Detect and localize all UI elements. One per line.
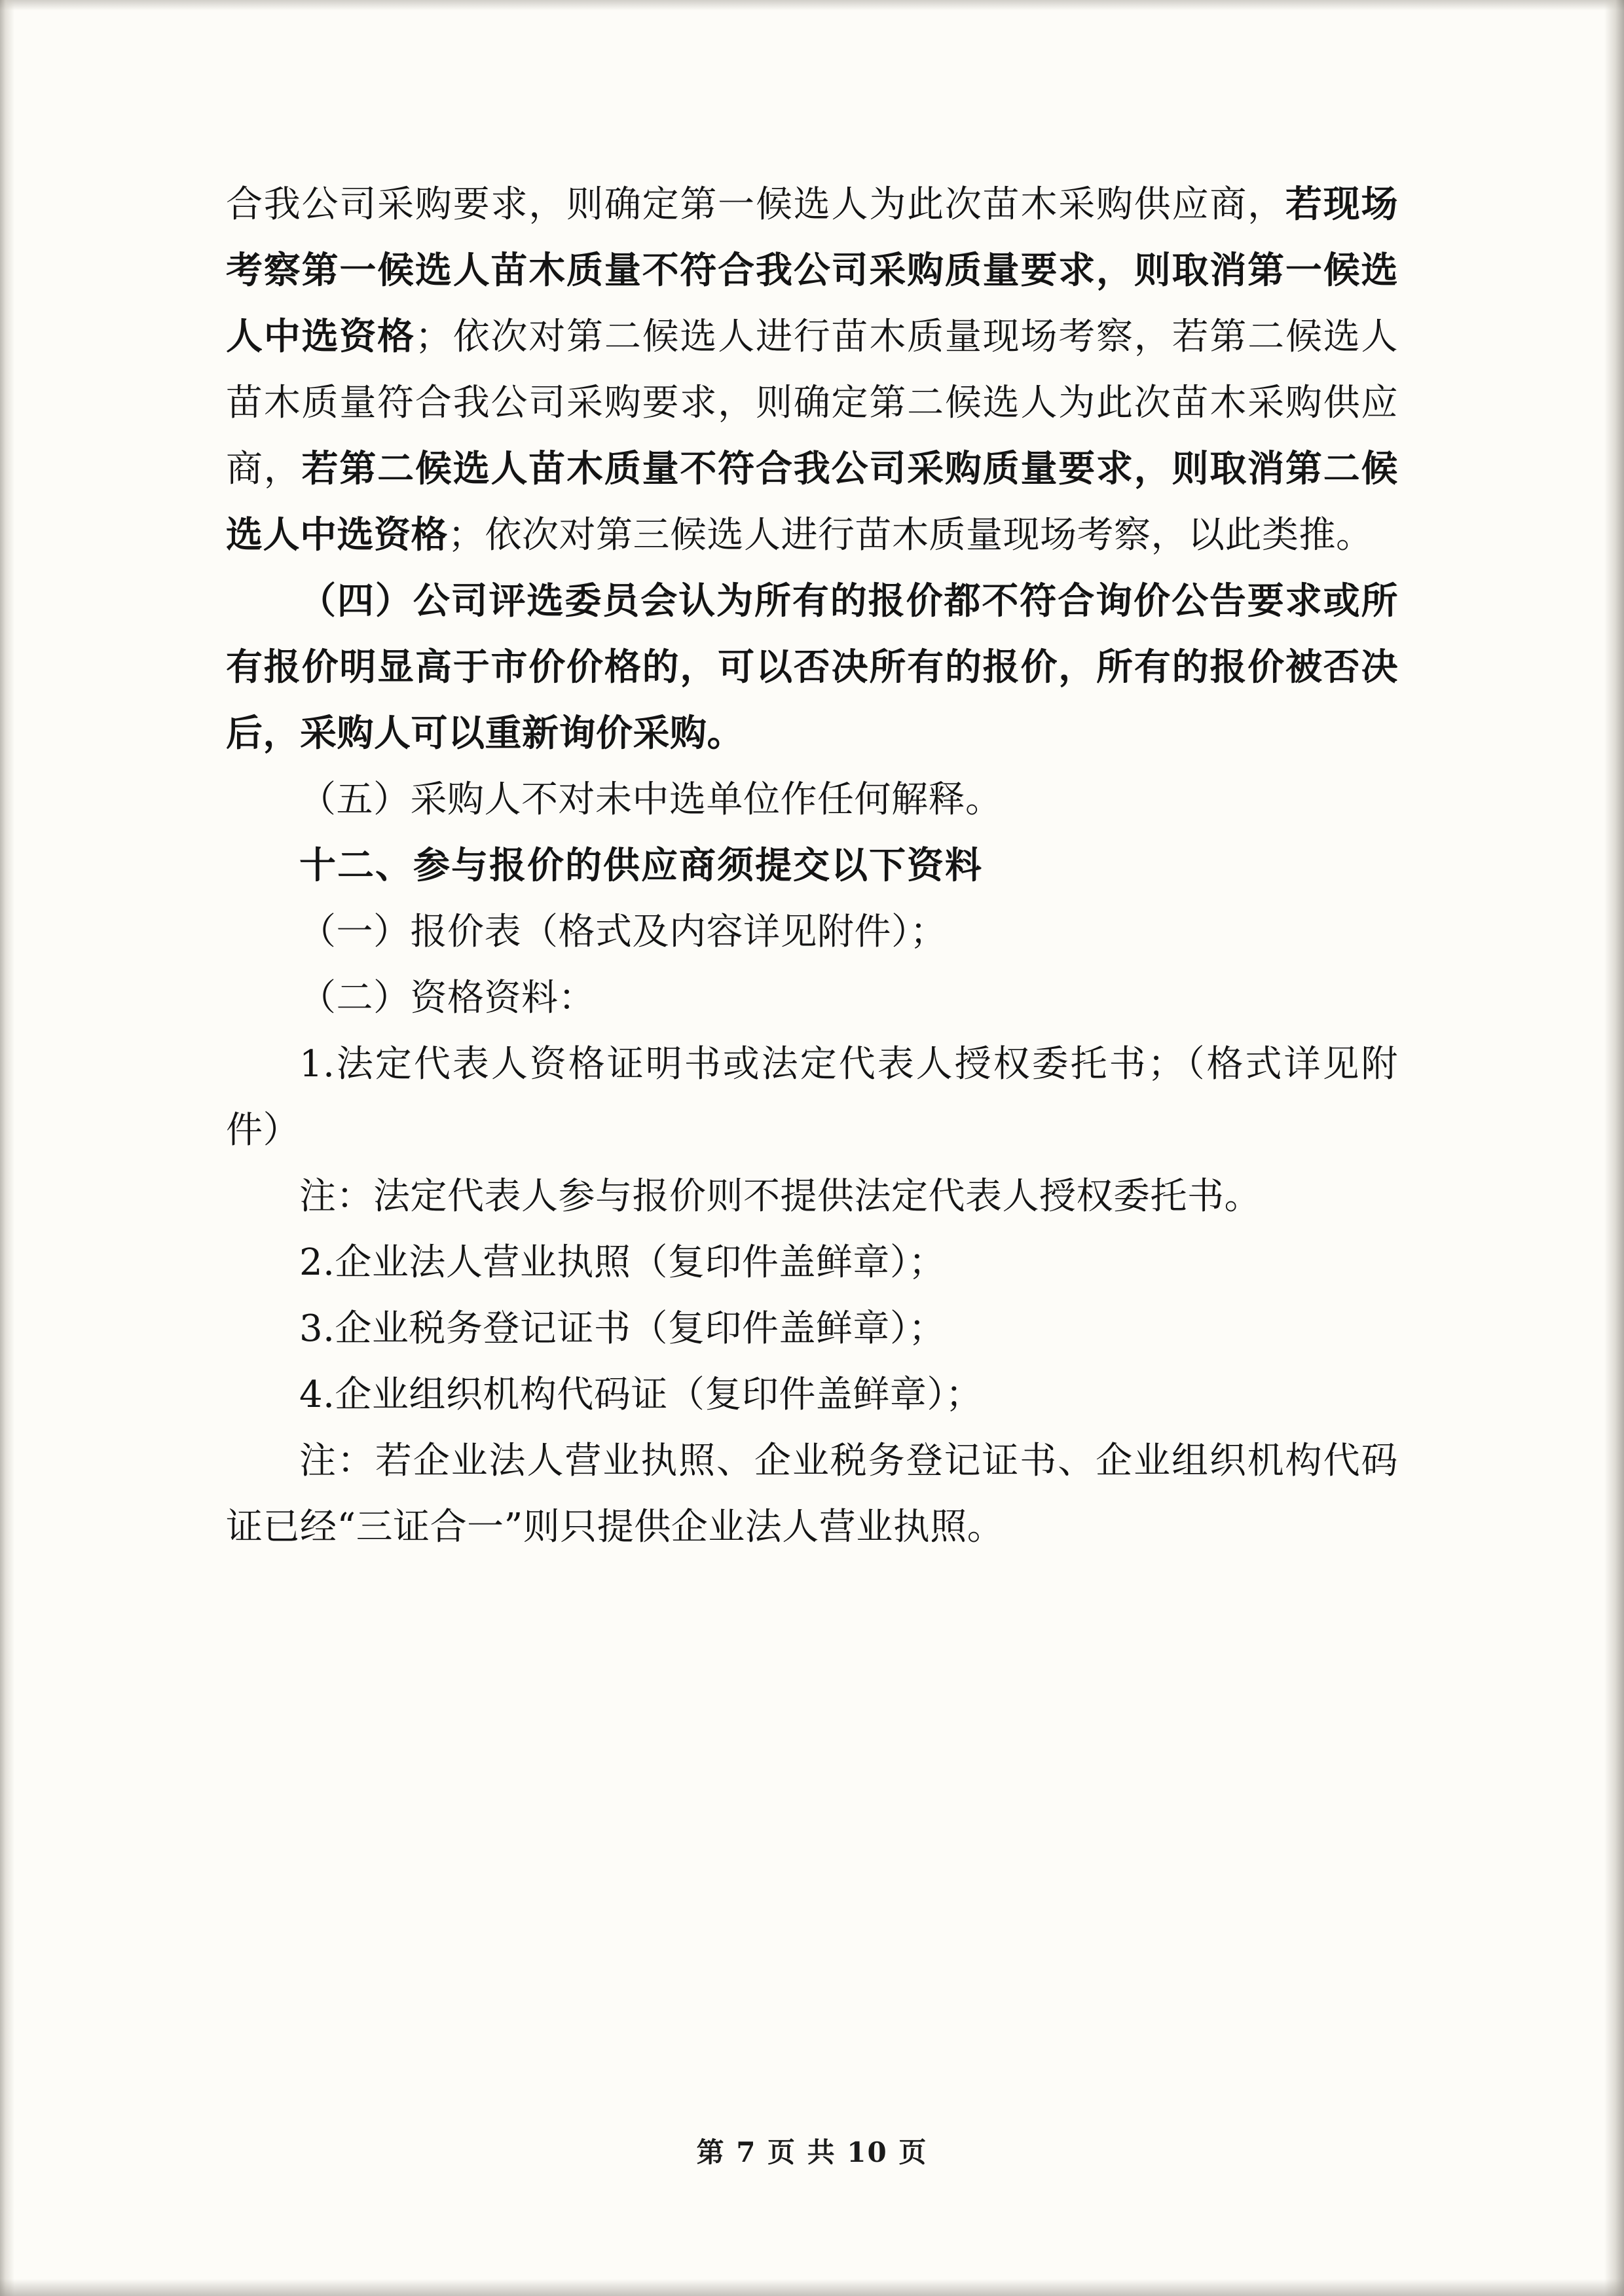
emphasized-text: （四）公司评选委员会认为所有的报价都不符合询价公告要求或所有报价明显高于市价价格的，可以否决所有的报价，所有的报价被否决后，采购人可以重新询价采购。 — [226, 579, 1398, 755]
para-list-4 — [226, 1362, 1398, 1428]
para-note-2 — [226, 1428, 1398, 1560]
para-list-2 — [226, 1230, 1398, 1296]
emphasized-text: 十二、参与报价的供应商须提交以下资料 — [299, 844, 983, 887]
page-edge-shadow-top — [0, 0, 1624, 10]
body-text: ；依次对第三候选人进行苗木质量现场考察，以此类推。 — [448, 514, 1373, 556]
page-edge-shadow-right — [1604, 0, 1624, 2296]
para-list-1 — [226, 1031, 1398, 1163]
body-text: ；依次对第二候选人进行苗木质量现场考察，若第二候选人苗木质量符合我公司采购要求，则确定第二候选人为此次苗木采购供应商， — [226, 316, 1399, 490]
body-text: 1.法定代表人资格证明书或法定代表人授权委托书；（格式详见附件） — [226, 1043, 1398, 1152]
body-text: （一）报价表（格式及内容详见附件）； — [299, 911, 947, 953]
document-body — [226, 172, 1398, 1560]
body-text: 3.企业税务登记证书（复印件盖鲜章）； — [299, 1307, 946, 1350]
para-note-1 — [226, 1163, 1398, 1230]
para-item-five — [226, 767, 1398, 833]
emphasized-text: 若现场考察第一候选人苗木质量不符合我公司采购质量要求，则取消第一候选人中选资格 — [226, 183, 1399, 358]
heading-section-twelve — [226, 833, 1398, 899]
body-text: 2.企业法人营业执照（复印件盖鲜章）； — [299, 1241, 946, 1284]
emphasized-text: 若第二候选人苗木质量不符合我公司采购质量要求，则取消第二候选人中选资格 — [226, 447, 1399, 556]
para-item-two-qualification — [226, 965, 1398, 1031]
body-text: 注：法定代表人参与报价则不提供法定代表人授权委托书。 — [299, 1175, 1261, 1218]
body-text: 4.企业组织机构代码证（复印件盖鲜章）； — [299, 1374, 983, 1416]
body-text: （五）采购人不对未中选单位作任何解释。 — [299, 778, 1003, 821]
body-text: 注：若企业法人营业执照、企业税务登记证书、企业组织机构代码证已经“三证合一”则只提供企业法人营业执照。 — [226, 1440, 1398, 1548]
para-selection-procedure — [226, 172, 1398, 568]
body-text: （二）资格资料： — [299, 977, 595, 1019]
para-item-one-quote-form — [226, 899, 1398, 965]
para-item-four — [226, 568, 1398, 767]
page-edge-shadow-left — [0, 0, 14, 2296]
para-list-3 — [226, 1296, 1398, 1362]
body-text: 合我公司采购要求，则确定第一候选人为此次苗木采购供应商， — [226, 183, 1285, 226]
page-edge-shadow-bottom — [0, 2279, 1624, 2296]
page-footer: 第 7 页 共 10 页 — [696, 2136, 928, 2168]
